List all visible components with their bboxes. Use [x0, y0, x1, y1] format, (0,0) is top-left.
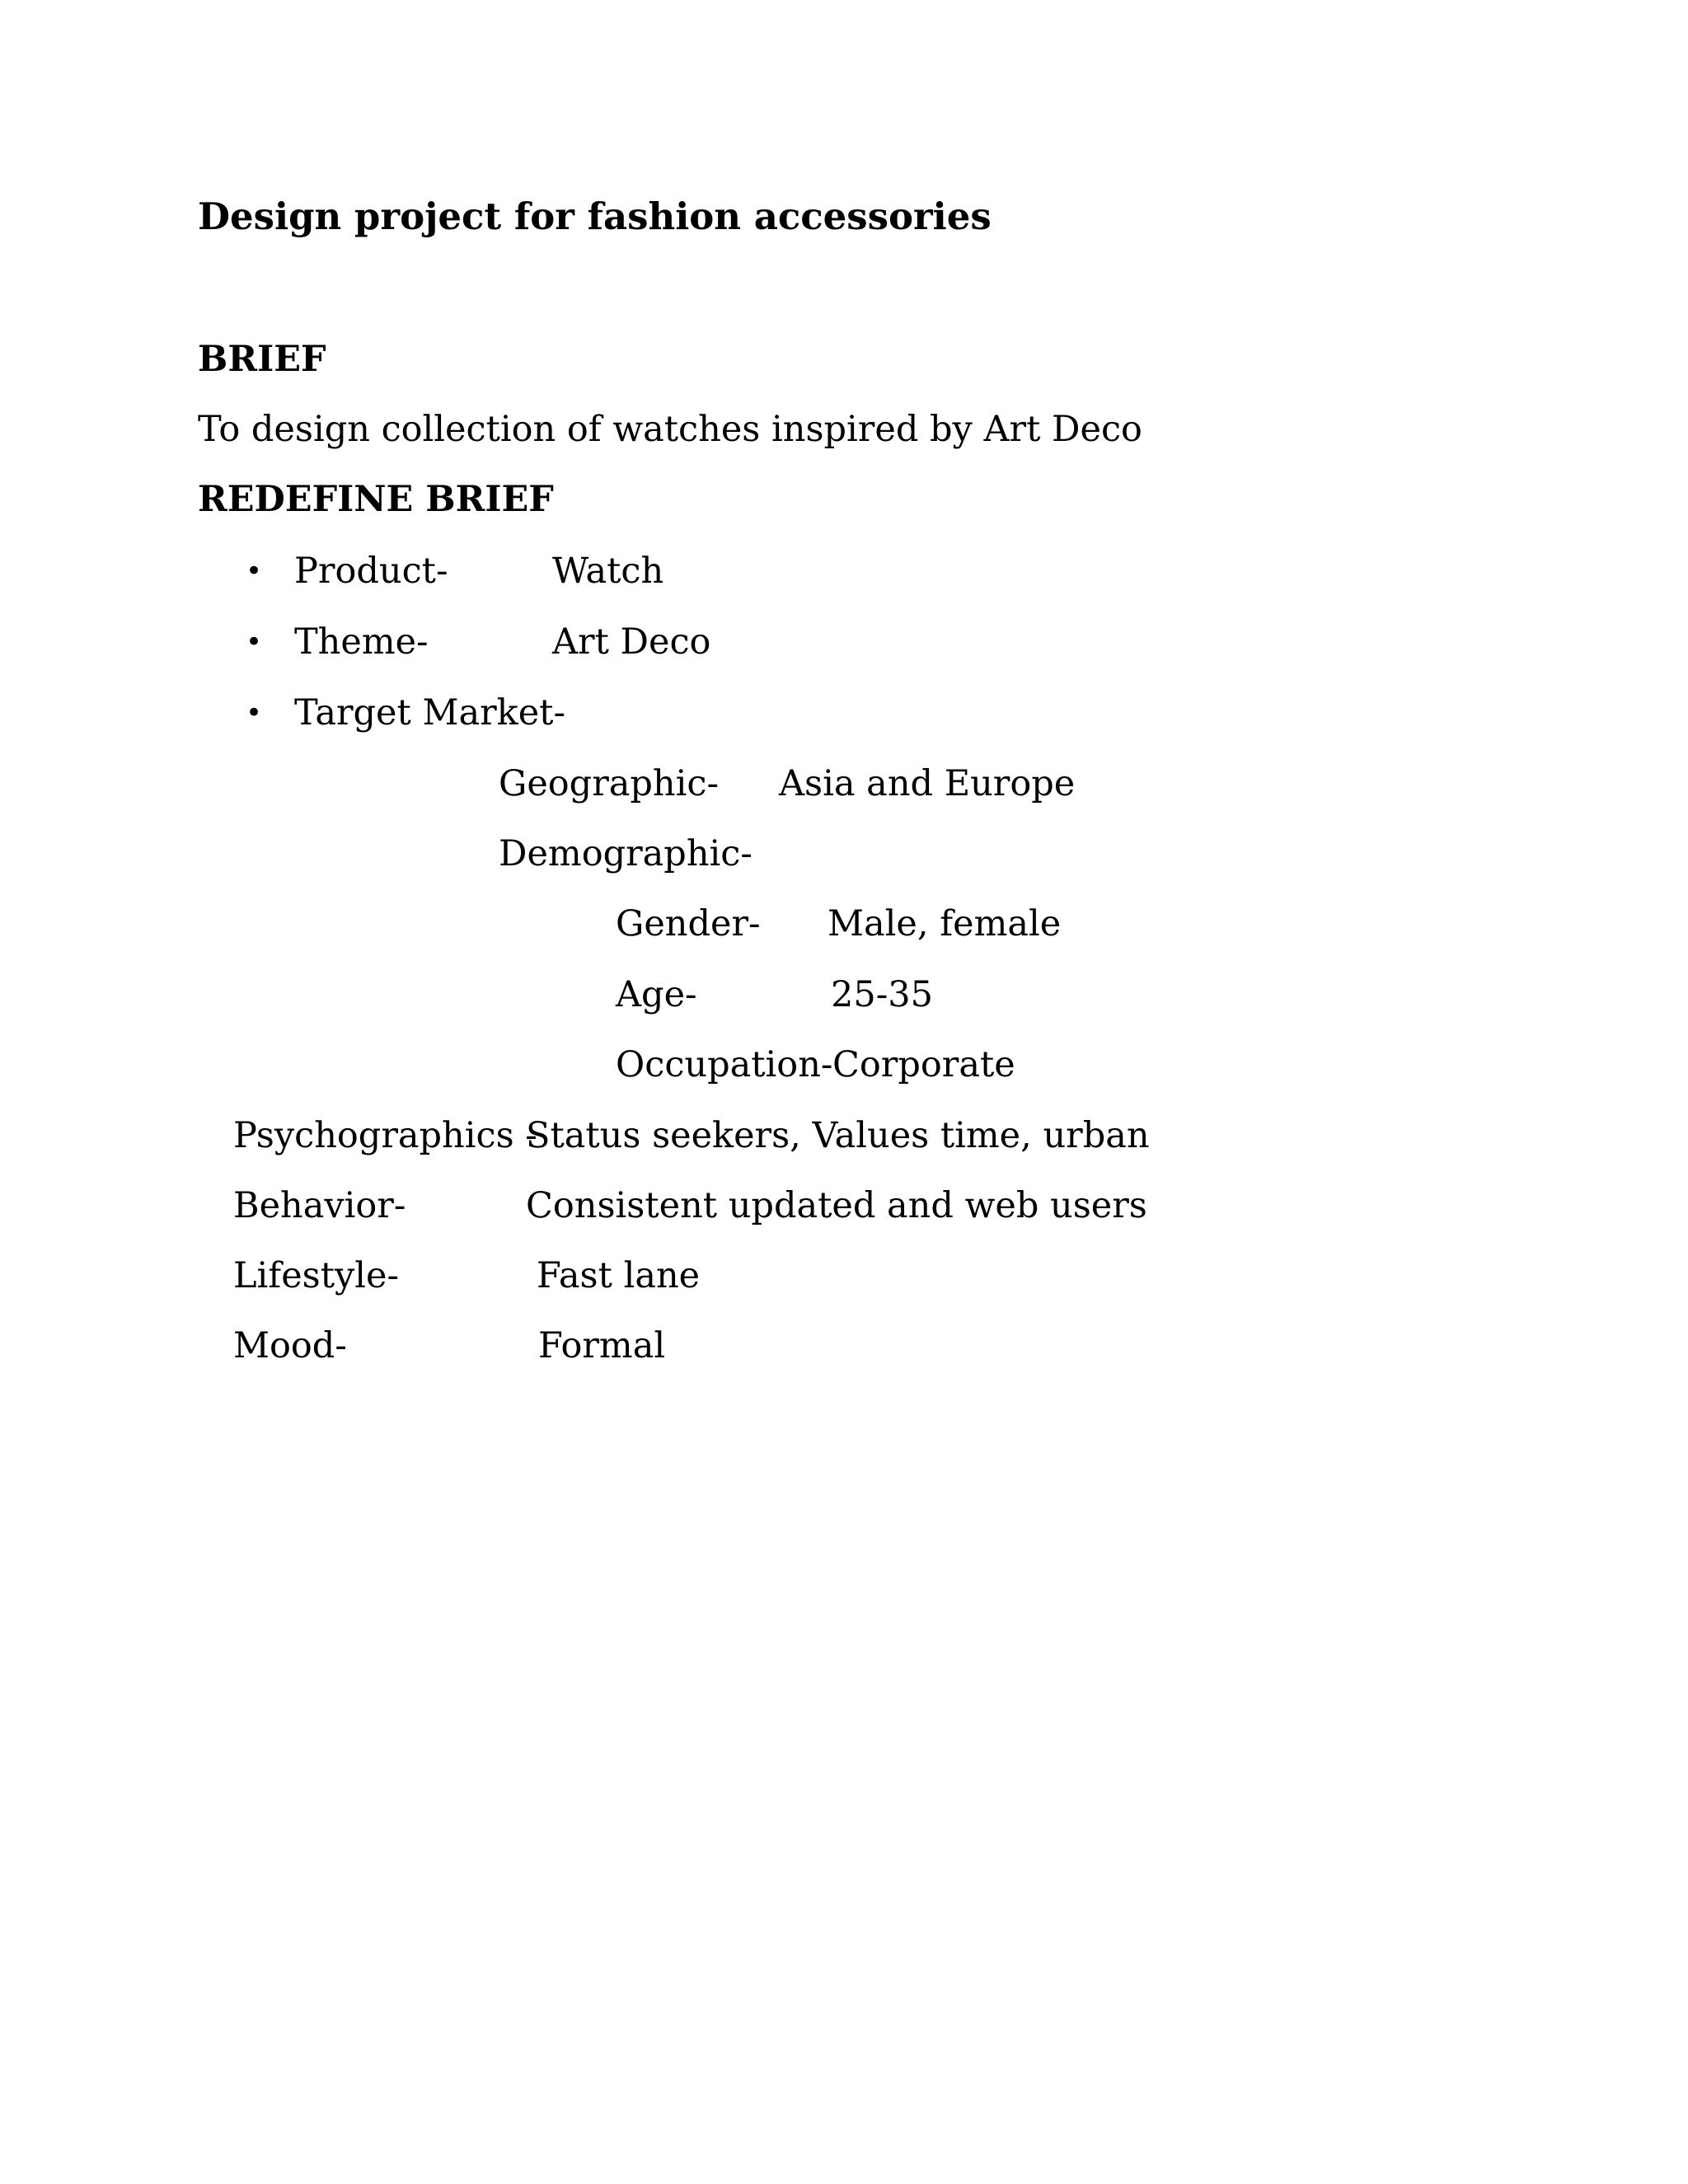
page-title: Design project for fashion accessories — [198, 194, 992, 238]
gender-label: Gender- — [616, 903, 761, 944]
bullet-icon: • — [246, 626, 263, 658]
lifestyle-value: Fast lane — [537, 1255, 701, 1296]
behavior-label: Behavior- — [233, 1185, 406, 1226]
mood-value: Formal — [538, 1325, 666, 1366]
lifestyle-label: Lifestyle- — [233, 1255, 400, 1296]
brief-heading: BRIEF — [198, 339, 326, 380]
occupation-value: Corporate — [832, 1044, 1015, 1085]
age-value: 25-35 — [831, 974, 933, 1015]
redefine-brief-heading: REDEFINE BRIEF — [198, 479, 554, 520]
theme-label: Theme- — [294, 621, 429, 663]
bullet-icon: • — [246, 555, 263, 588]
brief-text: To design collection of watches inspired by Art Deco — [198, 409, 1142, 450]
behavior-value: Consistent updated and web users — [526, 1185, 1147, 1226]
age-label: Age- — [616, 974, 697, 1015]
psychographics-label: Psychographics - — [233, 1115, 537, 1156]
geographic-label: Geographic- — [499, 763, 719, 804]
gender-value: Male, female — [828, 903, 1062, 944]
product-value: Watch — [552, 551, 664, 592]
mood-label: Mood- — [233, 1325, 347, 1366]
product-label: Product- — [294, 551, 448, 592]
psychographics-value: Status seekers, Values time, urban — [526, 1115, 1150, 1156]
demographic-label: Demographic- — [499, 833, 753, 874]
occupation-label: Occupation- — [616, 1044, 833, 1085]
bullet-icon: • — [246, 696, 263, 729]
geographic-value: Asia and Europe — [779, 763, 1076, 804]
theme-value: Art Deco — [552, 621, 711, 663]
target-market-label: Target Market- — [294, 692, 565, 733]
